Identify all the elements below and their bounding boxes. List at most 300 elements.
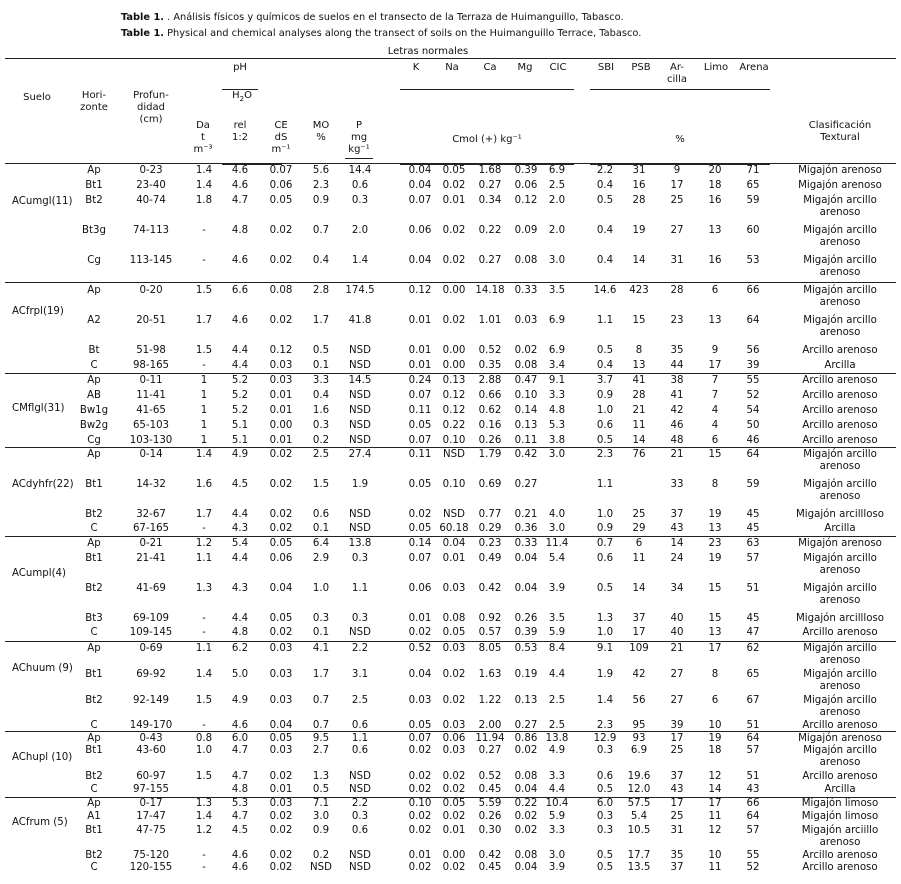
cell-mo: 0.4 bbox=[312, 390, 330, 401]
cell-arcilla: 25 bbox=[670, 811, 684, 822]
group-separator bbox=[5, 731, 896, 732]
cell-k: 0.07 bbox=[408, 435, 432, 446]
cell-mo: 0.3 bbox=[312, 420, 330, 431]
cell-cic: 8.4 bbox=[548, 643, 566, 654]
cell-ce: 0.03 bbox=[269, 375, 293, 386]
cell-arena: 50 bbox=[746, 420, 760, 431]
cell-p: NSD bbox=[349, 390, 371, 401]
cell-na: 0.02 bbox=[442, 225, 466, 236]
cell-psb: 21 bbox=[632, 405, 646, 416]
cell-ca: 0.34 bbox=[478, 195, 502, 206]
cell-k: 0.01 bbox=[408, 345, 432, 356]
cell-clasificacion: Arcillo arenoso bbox=[802, 627, 878, 638]
cell-densidad: 1.5 bbox=[195, 771, 213, 782]
cell-k: 0.05 bbox=[408, 523, 432, 534]
cell-horizonte: C bbox=[90, 360, 98, 371]
cell-clasificacion: Arcillo arenoso bbox=[802, 420, 878, 431]
cell-mg: 0.06 bbox=[514, 180, 538, 191]
group-separator bbox=[5, 447, 896, 448]
cell-mo: 0.9 bbox=[312, 195, 330, 206]
cell-ph: 6.0 bbox=[231, 733, 249, 744]
cell-ce: 0.01 bbox=[269, 784, 293, 795]
cell-ph: 6.6 bbox=[231, 285, 249, 296]
cell-ce: 0.05 bbox=[269, 195, 293, 206]
cell-profundidad: 51-98 bbox=[136, 345, 166, 356]
cell-horizonte: Ap bbox=[87, 733, 101, 744]
cell-arcilla: 25 bbox=[670, 745, 684, 756]
cell-psb: 17 bbox=[632, 627, 646, 638]
cell-arcilla: 34 bbox=[670, 583, 684, 594]
cell-arena: 67 bbox=[746, 695, 760, 706]
cell-mo: 0.5 bbox=[312, 784, 330, 795]
cell-mg: 0.53 bbox=[514, 643, 538, 654]
cell-mo: 0.6 bbox=[312, 509, 330, 520]
column-group-rule bbox=[400, 164, 574, 165]
cell-arena: 51 bbox=[746, 583, 760, 594]
p-unit-rule bbox=[345, 158, 373, 159]
cell-profundidad: 0-14 bbox=[139, 449, 163, 460]
cell-ca: 0.26 bbox=[478, 435, 502, 446]
cell-profundidad: 69-109 bbox=[132, 613, 170, 624]
cell-mo: 0.2 bbox=[312, 850, 330, 861]
cell-arena: 46 bbox=[746, 435, 760, 446]
cell-clasificacion: Arcillo arenoso bbox=[802, 435, 878, 446]
cell-limo: 10 bbox=[708, 850, 722, 861]
col-p: P mg kg⁻¹ bbox=[348, 120, 370, 155]
cell-ph: 4.6 bbox=[231, 720, 249, 731]
cell-mo: 3.3 bbox=[312, 375, 330, 386]
cell-k: 0.04 bbox=[408, 165, 432, 176]
cell-clasificacion: Migajón arcillo arenoso bbox=[803, 553, 877, 576]
cell-k: 0.24 bbox=[408, 375, 432, 386]
cell-ca: 1.68 bbox=[478, 165, 502, 176]
cell-densidad: 1.4 bbox=[195, 165, 213, 176]
cell-ce: 0.01 bbox=[269, 405, 293, 416]
cell-clasificacion: Migajón arcillo arenoso bbox=[803, 195, 877, 218]
cell-psb: 14 bbox=[632, 255, 646, 266]
cell-clasificacion: Arcillo arenoso bbox=[802, 345, 878, 356]
cell-mg: 0.12 bbox=[514, 195, 538, 206]
cell-na: 0.01 bbox=[442, 825, 466, 836]
cell-arcilla: 46 bbox=[670, 420, 684, 431]
caption-english: Table 1. Physical and chemical analyses along the transect of soils on the Huimanguillo Terrace, Tabasco. bbox=[121, 28, 642, 39]
cell-profundidad: 0-20 bbox=[139, 285, 163, 296]
cell-horizonte: Ap bbox=[87, 285, 101, 296]
cell-arcilla: 40 bbox=[670, 627, 684, 638]
cell-cic: 11.4 bbox=[545, 538, 569, 549]
cell-horizonte: Bt2 bbox=[85, 583, 103, 594]
cell-sbi: 3.7 bbox=[596, 375, 614, 386]
cell-psb: 14 bbox=[632, 435, 646, 446]
cell-psb: 19.6 bbox=[627, 771, 651, 782]
cell-clasificacion: Arcillo arenoso bbox=[802, 405, 878, 416]
cell-densidad: 1.4 bbox=[195, 449, 213, 460]
cell-arena: 62 bbox=[746, 643, 760, 654]
cell-mo: 0.3 bbox=[312, 613, 330, 624]
cell-na: 0.02 bbox=[442, 811, 466, 822]
cell-ph: 4.4 bbox=[231, 553, 249, 564]
cell-na: 0.10 bbox=[442, 479, 466, 490]
cell-horizonte: C bbox=[90, 784, 98, 795]
cell-sbi: 0.5 bbox=[596, 862, 614, 873]
cell-horizonte: Bt2 bbox=[85, 509, 103, 520]
cell-mg: 0.19 bbox=[514, 669, 538, 680]
cell-limo: 17 bbox=[708, 798, 722, 809]
cell-mo: 2.8 bbox=[312, 285, 330, 296]
cell-profundidad: 103-130 bbox=[129, 435, 173, 446]
column-group-rule bbox=[590, 164, 770, 165]
cell-profundidad: 21-41 bbox=[136, 553, 166, 564]
cell-ca: 0.22 bbox=[478, 225, 502, 236]
cell-profundidad: 67-165 bbox=[132, 523, 170, 534]
cell-arcilla: 42 bbox=[670, 405, 684, 416]
cell-cic: 3.9 bbox=[548, 583, 566, 594]
cell-ph: 5.4 bbox=[231, 538, 249, 549]
cell-k: 0.52 bbox=[408, 643, 432, 654]
cell-limo: 15 bbox=[708, 613, 722, 624]
cell-mg: 0.27 bbox=[514, 479, 538, 490]
cell-densidad: - bbox=[202, 523, 206, 534]
cell-psb: 5.4 bbox=[630, 811, 648, 822]
col-horizonte: Hori- zonte bbox=[80, 90, 108, 113]
cell-arena: 64 bbox=[746, 733, 760, 744]
cell-mo: 0.2 bbox=[312, 435, 330, 446]
soil-name: ACumgl(11) bbox=[12, 196, 73, 207]
cell-mo: 7.1 bbox=[312, 798, 330, 809]
cell-densidad: 1.4 bbox=[195, 811, 213, 822]
cell-clasificacion: Arcilla bbox=[824, 784, 856, 795]
cell-na: 0.12 bbox=[442, 405, 466, 416]
cell-ce: 0.03 bbox=[269, 360, 293, 371]
cell-profundidad: 0-69 bbox=[139, 643, 163, 654]
cell-psb: 15 bbox=[632, 315, 646, 326]
cell-sbi: 1.0 bbox=[596, 627, 614, 638]
soil-name: ACfrpl(19) bbox=[12, 306, 64, 317]
cell-limo: 15 bbox=[708, 449, 722, 460]
cell-horizonte: Bw1g bbox=[79, 405, 109, 416]
cell-k: 0.02 bbox=[408, 745, 432, 756]
cell-ca: 5.59 bbox=[478, 798, 502, 809]
col-rel: rel 1:2 bbox=[231, 120, 249, 143]
cell-cic: 4.8 bbox=[548, 405, 566, 416]
cell-sbi: 0.4 bbox=[596, 180, 614, 191]
cell-arena: 57 bbox=[746, 553, 760, 564]
cell-densidad: 1.2 bbox=[195, 825, 213, 836]
cell-clasificacion: Migajón arcillo arenoso bbox=[803, 583, 877, 606]
cell-densidad: - bbox=[202, 720, 206, 731]
cell-arcilla: 33 bbox=[670, 479, 684, 490]
cell-k: 0.01 bbox=[408, 360, 432, 371]
cell-na: 0.00 bbox=[442, 345, 466, 356]
cell-densidad: - bbox=[202, 613, 206, 624]
cell-densidad: 1.3 bbox=[195, 583, 213, 594]
cell-na: 0.03 bbox=[442, 643, 466, 654]
cell-sbi: 2.2 bbox=[596, 165, 614, 176]
cell-ca: 0.92 bbox=[478, 613, 502, 624]
cell-ce: 0.00 bbox=[269, 420, 293, 431]
cell-sbi: 1.0 bbox=[596, 509, 614, 520]
cell-cic: 4.9 bbox=[548, 745, 566, 756]
cell-densidad: - bbox=[202, 225, 206, 236]
cell-densidad: 1 bbox=[200, 405, 208, 416]
cell-mg: 0.27 bbox=[514, 720, 538, 731]
cell-clasificacion: Migajón arcillloso bbox=[796, 509, 884, 520]
cell-densidad: 1.8 bbox=[195, 195, 213, 206]
cell-mo: 2.5 bbox=[312, 449, 330, 460]
cell-cic: 3.9 bbox=[548, 862, 566, 873]
cell-ph: 4.9 bbox=[231, 449, 249, 460]
cell-sbi: 0.4 bbox=[596, 255, 614, 266]
cell-ph: 4.6 bbox=[231, 850, 249, 861]
cell-cic: 3.3 bbox=[548, 771, 566, 782]
cell-ph: 4.4 bbox=[231, 345, 249, 356]
cell-ce: 0.02 bbox=[269, 449, 293, 460]
cell-ph: 4.7 bbox=[231, 811, 249, 822]
cell-arena: 59 bbox=[746, 479, 760, 490]
cell-arena: 55 bbox=[746, 850, 760, 861]
cell-limo: 19 bbox=[708, 509, 722, 520]
cell-arena: 57 bbox=[746, 825, 760, 836]
cell-arena: 51 bbox=[746, 771, 760, 782]
cell-mo: 0.5 bbox=[312, 345, 330, 356]
cell-mo: 1.7 bbox=[312, 315, 330, 326]
cell-mg: 0.26 bbox=[514, 613, 538, 624]
cell-ce: 0.06 bbox=[269, 553, 293, 564]
cell-k: 0.02 bbox=[408, 825, 432, 836]
cell-k: 0.01 bbox=[408, 613, 432, 624]
cell-k: 0.04 bbox=[408, 669, 432, 680]
cell-densidad: 1 bbox=[200, 420, 208, 431]
cell-mg: 0.02 bbox=[514, 345, 538, 356]
cell-k: 0.02 bbox=[408, 771, 432, 782]
cell-cic: 2.5 bbox=[548, 180, 566, 191]
cell-profundidad: 113-145 bbox=[129, 255, 173, 266]
cell-arcilla: 35 bbox=[670, 850, 684, 861]
cell-arena: 39 bbox=[746, 360, 760, 371]
cell-na: 0.05 bbox=[442, 627, 466, 638]
cell-psb: 11 bbox=[632, 420, 646, 431]
cell-psb: 6.9 bbox=[630, 745, 648, 756]
cell-mg: 0.04 bbox=[514, 862, 538, 873]
cell-psb: 10.5 bbox=[627, 825, 651, 836]
cell-horizonte: Cg bbox=[87, 435, 101, 446]
cell-profundidad: 97-155 bbox=[132, 784, 170, 795]
cell-na: 0.03 bbox=[442, 720, 466, 731]
cell-psb: 37 bbox=[632, 613, 646, 624]
col-cic: CIC bbox=[549, 62, 567, 73]
cell-mo: 9.5 bbox=[312, 733, 330, 744]
cell-sbi: 0.6 bbox=[596, 553, 614, 564]
cell-mg: 0.02 bbox=[514, 745, 538, 756]
cell-clasificacion: Migajón arcillloso bbox=[796, 613, 884, 624]
cell-profundidad: 14-32 bbox=[136, 479, 166, 490]
cell-psb: 11 bbox=[632, 553, 646, 564]
cell-sbi: 2.3 bbox=[596, 720, 614, 731]
cell-limo: 20 bbox=[708, 165, 722, 176]
cell-clasificacion: Migajón limoso bbox=[801, 811, 879, 822]
cell-horizonte: Bw2g bbox=[79, 420, 109, 431]
cell-arena: 65 bbox=[746, 180, 760, 191]
cell-ce: 0.05 bbox=[269, 538, 293, 549]
cell-arcilla: 17 bbox=[670, 798, 684, 809]
cell-ce: 0.01 bbox=[269, 435, 293, 446]
cell-k: 0.04 bbox=[408, 180, 432, 191]
cell-mo: 2.9 bbox=[312, 553, 330, 564]
cell-na: 60.18 bbox=[439, 523, 469, 534]
cell-horizonte: Bt1 bbox=[85, 825, 103, 836]
cell-psb: 17.7 bbox=[627, 850, 651, 861]
cell-psb: 423 bbox=[629, 285, 649, 296]
cell-ph: 4.4 bbox=[231, 509, 249, 520]
cell-psb: 28 bbox=[632, 390, 646, 401]
cell-p: NSD bbox=[349, 509, 371, 520]
cell-k: 0.05 bbox=[408, 720, 432, 731]
cell-mg: 0.86 bbox=[514, 733, 538, 744]
cell-mo: 0.1 bbox=[312, 360, 330, 371]
cell-ph: 4.3 bbox=[231, 523, 249, 534]
cell-ca: 0.52 bbox=[478, 345, 502, 356]
caption-spanish: Table 1. . Análisis físicos y químicos de suelos en el transecto de la Terraza de Huimanguillo, Tabasco. bbox=[121, 12, 624, 23]
cell-sbi: 0.4 bbox=[596, 225, 614, 236]
cell-na: 0.02 bbox=[442, 180, 466, 191]
cell-clasificacion: Arcillo arenoso bbox=[802, 720, 878, 731]
cell-horizonte: Bt1 bbox=[85, 553, 103, 564]
group-separator bbox=[5, 282, 896, 283]
cell-profundidad: 65-103 bbox=[132, 420, 170, 431]
cell-mg: 0.22 bbox=[514, 798, 538, 809]
col-limo: Limo bbox=[703, 62, 729, 73]
cell-ca: 0.77 bbox=[478, 509, 502, 520]
cell-horizonte: Bt1 bbox=[85, 669, 103, 680]
cell-na: 0.00 bbox=[442, 360, 466, 371]
cell-profundidad: 20-51 bbox=[136, 315, 166, 326]
group-separator bbox=[5, 373, 896, 374]
cell-na: NSD bbox=[443, 449, 465, 460]
cell-ce: 0.08 bbox=[269, 285, 293, 296]
cell-p: NSD bbox=[349, 435, 371, 446]
cell-limo: 16 bbox=[708, 255, 722, 266]
cell-ph: 4.3 bbox=[231, 583, 249, 594]
cell-k: 0.02 bbox=[408, 509, 432, 520]
cell-arena: 66 bbox=[746, 798, 760, 809]
col-ca: Ca bbox=[483, 62, 497, 73]
cell-cic: 4.4 bbox=[548, 784, 566, 795]
cell-clasificacion: Migajón arcillo arenoso bbox=[803, 315, 877, 338]
cell-sbi: 0.6 bbox=[596, 771, 614, 782]
cell-ph: 4.7 bbox=[231, 771, 249, 782]
cell-densidad: 1 bbox=[200, 375, 208, 386]
cell-mo: 0.1 bbox=[312, 523, 330, 534]
cell-ph: 5.2 bbox=[231, 405, 249, 416]
cell-densidad: 1.7 bbox=[195, 509, 213, 520]
cell-densidad: 1.6 bbox=[195, 479, 213, 490]
cell-psb: 42 bbox=[632, 669, 646, 680]
cell-ce: 0.05 bbox=[269, 733, 293, 744]
col-mg: Mg bbox=[517, 62, 533, 73]
cell-ph: 4.8 bbox=[231, 225, 249, 236]
cell-cic: 10.4 bbox=[545, 798, 569, 809]
cell-mo: 1.7 bbox=[312, 669, 330, 680]
cell-mg: 0.04 bbox=[514, 583, 538, 594]
cell-psb: 19 bbox=[632, 225, 646, 236]
cell-profundidad: 41-69 bbox=[136, 583, 166, 594]
cell-psb: 29 bbox=[632, 523, 646, 534]
cell-sbi: 0.6 bbox=[596, 420, 614, 431]
cell-arcilla: 31 bbox=[670, 255, 684, 266]
cell-arcilla: 41 bbox=[670, 390, 684, 401]
cell-densidad: 1.2 bbox=[195, 538, 213, 549]
cell-psb: 8 bbox=[635, 345, 643, 356]
cell-sbi: 9.1 bbox=[596, 643, 614, 654]
cell-horizonte: Bt2 bbox=[85, 771, 103, 782]
cell-mo: 5.6 bbox=[312, 165, 330, 176]
cell-densidad: - bbox=[202, 862, 206, 873]
cell-densidad: 1.7 bbox=[195, 315, 213, 326]
cell-p: 41.8 bbox=[348, 315, 372, 326]
cell-ph: 4.5 bbox=[231, 479, 249, 490]
cell-arcilla: 27 bbox=[670, 669, 684, 680]
cell-p: 0.3 bbox=[351, 195, 369, 206]
cell-ph: 5.2 bbox=[231, 390, 249, 401]
cell-limo: 6 bbox=[711, 435, 719, 446]
cell-mg: 0.33 bbox=[514, 538, 538, 549]
cell-ca: 0.29 bbox=[478, 523, 502, 534]
cell-profundidad: 11-41 bbox=[136, 390, 166, 401]
cell-profundidad: 40-74 bbox=[136, 195, 166, 206]
cell-psb: 16 bbox=[632, 180, 646, 191]
cell-p: 1.1 bbox=[351, 733, 369, 744]
cell-mo: NSD bbox=[310, 862, 332, 873]
cell-k: 0.11 bbox=[408, 449, 432, 460]
cell-ce: 0.05 bbox=[269, 613, 293, 624]
cell-sbi: 0.7 bbox=[596, 538, 614, 549]
cell-cic: 4.0 bbox=[548, 509, 566, 520]
cell-limo: 9 bbox=[711, 345, 719, 356]
cell-p: 27.4 bbox=[348, 449, 372, 460]
cell-ca: 0.27 bbox=[478, 255, 502, 266]
cell-ca: 0.45 bbox=[478, 862, 502, 873]
cell-clasificacion: Migajón arcillo arenoso bbox=[803, 695, 877, 718]
cell-mo: 1.0 bbox=[312, 583, 330, 594]
soil-name: AChuum (9) bbox=[12, 663, 73, 674]
cell-limo: 11 bbox=[708, 862, 722, 873]
cell-sbi: 0.5 bbox=[596, 345, 614, 356]
cell-p: 2.5 bbox=[351, 695, 369, 706]
cell-ce: 0.02 bbox=[269, 771, 293, 782]
cell-horizonte: A1 bbox=[87, 811, 101, 822]
cell-psb: 25 bbox=[632, 509, 646, 520]
cell-arena: 43 bbox=[746, 784, 760, 795]
cell-ca: 0.45 bbox=[478, 784, 502, 795]
cell-p: 1.1 bbox=[351, 583, 369, 594]
cell-limo: 7 bbox=[711, 375, 719, 386]
cell-ce: 0.02 bbox=[269, 509, 293, 520]
cell-p: 0.3 bbox=[351, 811, 369, 822]
cell-limo: 10 bbox=[708, 720, 722, 731]
cell-arcilla: 37 bbox=[670, 509, 684, 520]
cell-ca: 0.27 bbox=[478, 745, 502, 756]
cell-ca: 0.49 bbox=[478, 553, 502, 564]
cell-arcilla: 44 bbox=[670, 360, 684, 371]
cell-cic: 5.9 bbox=[548, 811, 566, 822]
cell-mg: 0.47 bbox=[514, 375, 538, 386]
cell-profundidad: 92-149 bbox=[132, 695, 170, 706]
cations-rule bbox=[400, 89, 574, 90]
cell-horizonte: Ap bbox=[87, 643, 101, 654]
cell-ca: 0.30 bbox=[478, 825, 502, 836]
cell-ce: 0.02 bbox=[269, 315, 293, 326]
cell-profundidad: 17-47 bbox=[136, 811, 166, 822]
